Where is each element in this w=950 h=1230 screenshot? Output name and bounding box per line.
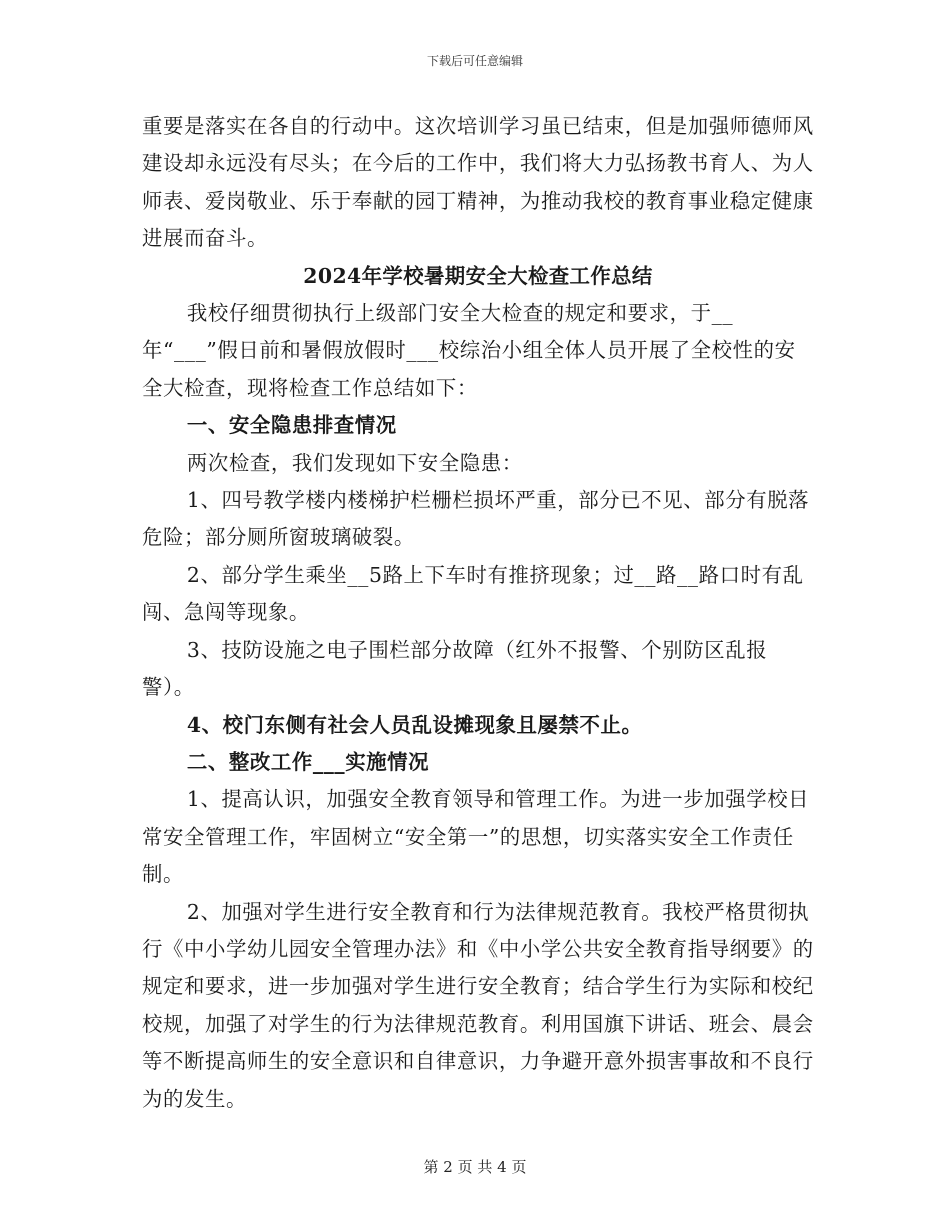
page-footer: 第 2 页 共 4 页: [423, 1158, 527, 1176]
rectification-item-1: 1、提高认识，加强安全教育领导和管理工作。为进一步加强学校日常安全管理工作，牢固树立“安全第一”的思想，切实落实安全工作责任制。: [142, 787, 810, 887]
heading-hazard-check: 一、安全隐患排查情况: [186, 413, 397, 438]
document-body: [142, 108, 814, 1118]
rectification-item-2: 2、加强对学生进行安全教育和行为法律规范教育。我校严格贯彻执行《中小学幼儿园安全管理办法》和《中小学公共安全教育指导纲要》的规定和要求，进一步加强对学生进行安全教育；结合学生行为实际和校纪校规，加强了对学生的行为法律规范教育。利用国旗下讲话、班会、晨会等不断提高师生的安全意识和自律意识，力争避开意外损害事故和不良行为的发生。: [142, 899, 814, 1111]
intro-paragraph: 我校仔细贯彻执行上级部门安全大检查的规定和要求，于__年“___”假日前和暑假放假时___校综治小组全体人员开展了全校性的安全大检查，现将检查工作总结如下：: [142, 301, 796, 400]
hazard-intro: 两次检查，我们发现如下安全隐患：: [186, 450, 523, 475]
paragraph-continuation: 重要是落实在各自的行动中。这次培训学习虽已结束，但是加强师德师风建设却永远没有尽头；在今后的工作中，我们将大力弘扬教书育人、为人师表、爱岗敬业、乐于奉献的园丁精神，为推动我校的教育事业稳定健康进展而奋斗。: [142, 114, 814, 251]
hazard-item-2: 2、部分学生乘坐__5路上下车时有推挤现象；过__路__路口时有乱闯、急闯等现象。: [142, 562, 804, 625]
section-title: 2024年学校暑期安全大检查工作总结: [303, 263, 653, 288]
page-header: 下载后可任意编辑: [426, 54, 523, 68]
hazard-item-4: 4、校门东侧有社会人员乱设摊现象且屡禁不止。: [186, 712, 643, 737]
hazard-item-3: 3、技防设施之电子围栏部分故障（红外不报警、个别防区乱报警）。: [142, 637, 768, 700]
heading-rectification: 二、整改工作___实施情况: [186, 749, 430, 774]
hazard-item-1: 1、四号教学楼内楼梯护栏栅栏损坏严重，部分已不见、部分有脱落危险；部分厕所窗玻璃破裂。: [142, 488, 810, 550]
